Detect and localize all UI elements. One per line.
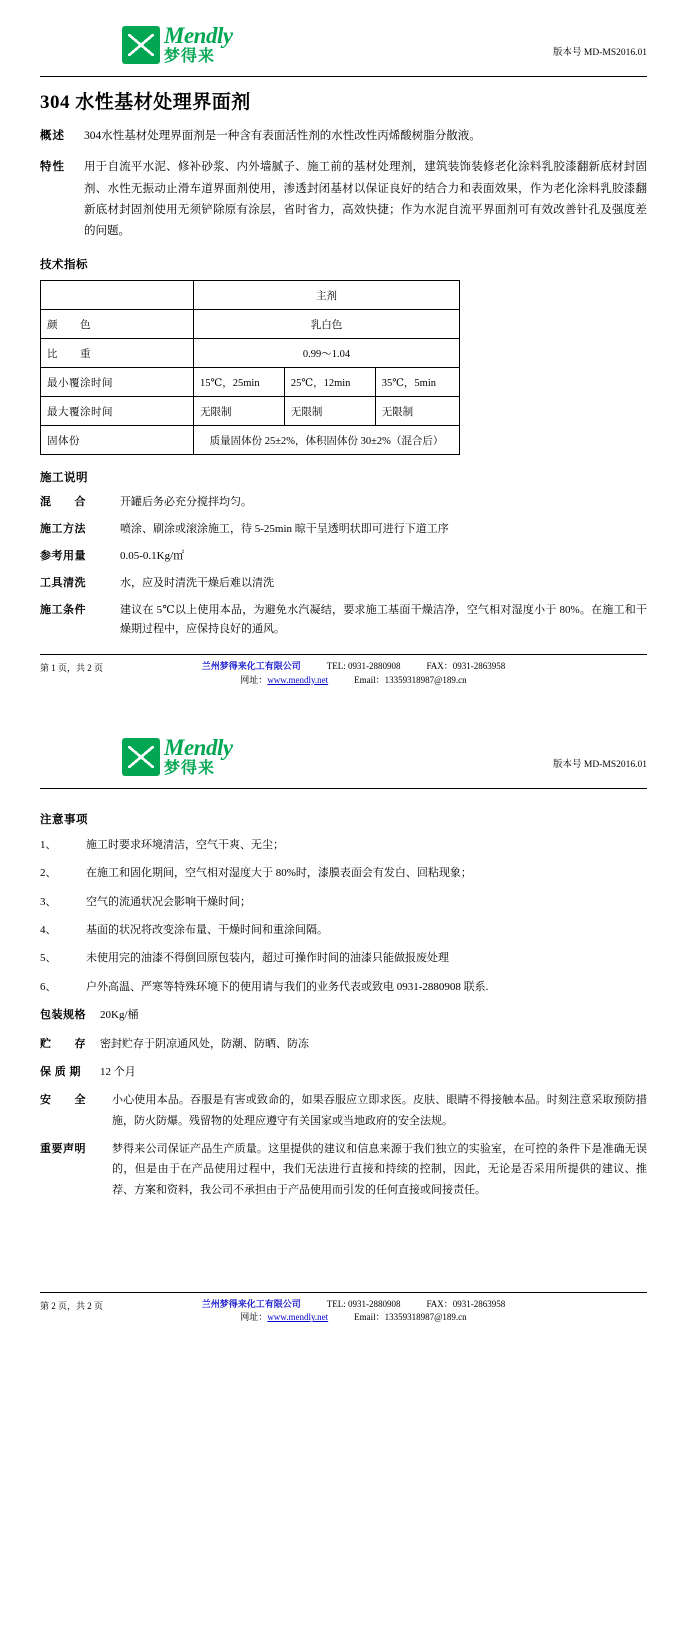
note-text: 施工时要求环境清洁，空气干爽、无尘； — [86, 839, 284, 852]
table-cell: 比 重 — [41, 339, 194, 368]
table-row — [41, 368, 460, 397]
logo-mark-icon — [122, 26, 160, 64]
note-item — [40, 835, 647, 855]
block-safety — [40, 1090, 647, 1131]
brand-logo — [122, 24, 233, 65]
page-break — [0, 694, 687, 720]
block-key: 贮 存 — [40, 1037, 86, 1050]
overview-row — [40, 126, 647, 147]
page-title: 304 水性基材处理界面剂 — [40, 92, 251, 113]
construction-row-consumption — [40, 547, 647, 567]
overview-label: 概述 — [40, 130, 65, 142]
note-item — [40, 920, 647, 940]
table-row — [41, 339, 460, 368]
footer-company: 兰州梦得来化工有限公司 — [201, 1298, 301, 1309]
page-number: 第 2 页，共 2 页 — [40, 1300, 104, 1311]
note-number: 6、 — [40, 980, 57, 993]
block-key: 包装规格 — [40, 1009, 86, 1022]
footer-company: 兰州梦得来化工有限公司 — [201, 661, 301, 672]
block-storage — [40, 1034, 647, 1054]
note-item — [40, 948, 647, 968]
table-cell: 固体份 — [41, 426, 194, 455]
construction-key: 混 合 — [40, 496, 86, 509]
footer-website-label: 网址： — [240, 674, 268, 685]
table-row — [41, 281, 460, 310]
footer-fax: FAX：0931-2863958 — [426, 661, 506, 672]
block-disclaimer — [40, 1139, 647, 1200]
table-cell: 无限制 — [194, 397, 285, 426]
block-value: 20Kg/桶 — [100, 1009, 139, 1022]
block-shelf-life — [40, 1062, 647, 1082]
table-cell: 35℃，5min — [375, 368, 459, 397]
table-cell: 15℃，25min — [194, 368, 285, 397]
header-divider-2 — [40, 788, 647, 789]
construction-row-method — [40, 520, 647, 540]
construction-value: 建议在 5℃以上使用本品，为避免水汽凝结，要求施工基面干燥洁净，空气相对湿度小于 80%。在施工和干燥期过程中，应保持良好的通风。 — [120, 603, 647, 636]
logo-en-text: Mendly — [164, 735, 233, 761]
feature-label: 特性 — [40, 161, 65, 174]
block-key: 重要声明 — [40, 1142, 86, 1155]
note-number: 3、 — [40, 895, 57, 908]
page-number: 第 1 页，共 2 页 — [40, 663, 104, 674]
version-label-2: 版本号 MD-MS2016.01 — [553, 760, 647, 771]
construction-value: 0.05-0.1Kg/㎡ — [120, 549, 185, 562]
logo-text — [164, 24, 233, 65]
note-text: 基面的状况将改变涂布量、干燥时间和重涂间隔。 — [86, 924, 328, 937]
page-footer — [40, 654, 647, 694]
overview-text: 304水性基材处理界面剂是一种含有表面活性剂的水性改性丙烯酸树脂分散液。 — [84, 130, 481, 142]
brand-logo-2 — [122, 736, 233, 777]
table-cell: 最大覆涂时间 — [41, 397, 194, 426]
table-cell: 无限制 — [284, 397, 375, 426]
block-key: 安 全 — [40, 1094, 86, 1107]
construction-section-title: 施工说明 — [40, 472, 88, 485]
construction-row-cleaning — [40, 574, 647, 594]
block-packaging — [40, 1005, 647, 1025]
construction-value: 喷涂、刷涂或滚涂施工，待 5-25min 晾干呈透明状即可进行下道工序 — [120, 523, 449, 536]
spec-table — [40, 280, 460, 455]
feature-row — [40, 157, 647, 242]
footer-email-label: Email： — [354, 1312, 385, 1323]
footer-email-label: Email： — [354, 674, 385, 685]
page-header-2 — [40, 730, 647, 786]
note-text: 在施工和固化期间，空气相对湿度大于 80%时，漆膜表面会有发白、回粘现象； — [86, 867, 472, 880]
note-number: 2、 — [40, 867, 57, 880]
version-label: 版本号 MD-MS2016.01 — [553, 48, 647, 58]
block-key: 保 质 期 — [40, 1065, 81, 1078]
construction-key: 施工条件 — [40, 603, 86, 616]
note-text: 户外高温、严寒等特殊环境下的使用请与我们的业务代表或致电 0931-2880908 联系. — [86, 980, 489, 993]
table-row — [41, 426, 460, 455]
block-value: 小心使用本品。吞服是有害或致命的，如果吞服应立即求医。皮肤、眼睛不得接触本品。时刻注意采取预防措施，防火防爆。残留物的处理应遵守有关国家或当地政府的安全法规。 — [112, 1094, 647, 1127]
table-row — [41, 310, 460, 339]
document-page-2 — [0, 720, 687, 1332]
logo-cn-text: 梦得来 — [164, 48, 216, 65]
footer-tel: TEL: 0931-2880908 — [326, 661, 401, 672]
table-cell: 乳白色 — [194, 310, 460, 339]
note-number: 1、 — [40, 839, 57, 852]
block-value: 12 个月 — [100, 1065, 136, 1078]
footer-website-link[interactable]: www.mendly.net — [267, 1312, 329, 1323]
construction-value: 开罐后务必充分搅拌均匀。 — [120, 496, 252, 509]
construction-value: 水，应及时清洗干燥后难以清洗 — [120, 576, 274, 589]
page-footer-2 — [40, 1292, 647, 1332]
notes-section-title: 注意事项 — [40, 814, 88, 827]
footer-website-link[interactable]: www.mendly.net — [267, 674, 329, 685]
note-item — [40, 977, 647, 997]
note-number: 4、 — [40, 924, 57, 937]
construction-key: 参考用量 — [40, 549, 86, 562]
construction-row-mix — [40, 493, 647, 513]
block-value: 梦得来公司保证产品生产质量。这里提供的建议和信息来源于我们独立的实验室，在可控的条件下是准确无误的，但是由于在产品使用过程中，我们无法进行直接和持续的控制，因此，无论是否采用所提供的建议、推荐、方案和资料，我公司不承担由于产品使用而引发的任何直接或间接责任。 — [112, 1142, 647, 1196]
table-row — [41, 397, 460, 426]
feature-text: 用于自流平水泥、修补砂浆、内外墙腻子、施工前的基材处理剂，建筑装饰装修老化涂料乳胶漆翻新底材封固剂、水性无振动止滑车道界面剂使用，渗透封闭基材以保证良好的结合力和表面效果，作为老化涂料乳胶漆翻新底材封固剂使用无须铲除原有涂层，省时省力，高效快捷；作为水泥自流平界面剂可有效改善针孔及强度差的问题。 — [84, 161, 647, 238]
spec-section-title: 技术指标 — [40, 259, 88, 272]
page-header — [40, 18, 647, 74]
logo-en-text: Mendly — [164, 23, 233, 48]
table-cell: 最小覆涂时间 — [41, 368, 194, 397]
table-header-main: 主剂 — [194, 281, 460, 310]
logo-mark-icon — [122, 738, 160, 776]
construction-key: 工具清洗 — [40, 576, 86, 589]
table-cell — [41, 281, 194, 310]
table-cell: 0.99～1.04 — [194, 339, 460, 368]
table-cell: 无限制 — [375, 397, 459, 426]
footer-email: 13359318987@189.cn — [384, 674, 467, 685]
note-number: 5、 — [40, 952, 57, 965]
footer-email: 13359318987@189.cn — [384, 1312, 467, 1323]
document-page-1 — [0, 0, 687, 694]
note-item — [40, 892, 647, 912]
block-value: 密封贮存于阴凉通风处，防潮、防晒、防冻 — [100, 1037, 309, 1050]
logo-text — [164, 736, 233, 777]
header-divider — [40, 76, 647, 77]
logo-cn-text: 梦得来 — [164, 760, 216, 778]
construction-row-conditions — [40, 601, 647, 641]
construction-key: 施工方法 — [40, 523, 86, 536]
note-item — [40, 863, 647, 883]
note-text: 空气的流通状况会影响干燥时间； — [86, 895, 251, 908]
table-cell: 颜 色 — [41, 310, 194, 339]
note-text: 未使用完的油漆不得倒回原包装内，超过可操作时间的油漆只能做报废处理 — [86, 952, 449, 965]
table-cell: 质量固体份 25±2%，体积固体份 30±2%（混合后） — [194, 426, 460, 455]
footer-fax: FAX：0931-2863958 — [426, 1298, 506, 1309]
footer-tel: TEL: 0931-2880908 — [326, 1298, 401, 1309]
footer-website-label: 网址： — [240, 1312, 268, 1323]
table-cell: 25℃，12min — [284, 368, 375, 397]
